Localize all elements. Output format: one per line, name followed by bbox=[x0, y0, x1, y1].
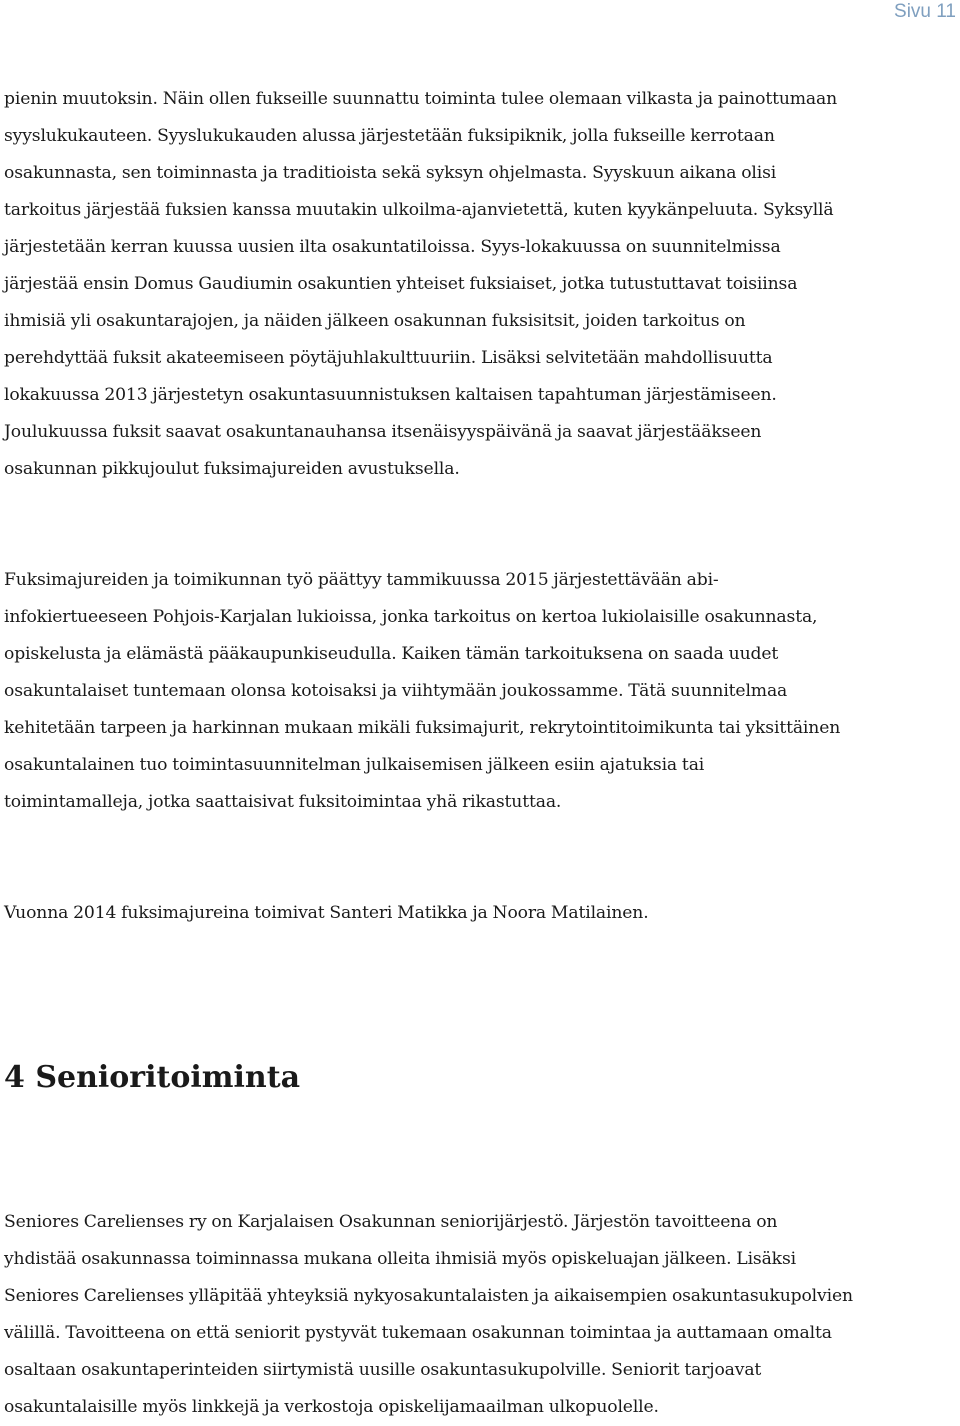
text-line: perehdyttää fuksit akateemiseen pöytäjuhlakulttuuriin. Lisäksi selvitetään mahdollisuutta bbox=[4, 348, 773, 368]
text-line: osaltaan osakuntaperinteiden siirtymistä uusille osakuntasukupolville. Seniorit tarjoavat bbox=[4, 1360, 762, 1380]
text-line: järjestää ensin Domus Gaudiumin osakuntien yhteiset fuksiaiset, jotka tutustuttavat toisiinsa bbox=[4, 274, 798, 294]
text-line: Vuonna 2014 fuksimajureina toimivat Santeri Matikka ja Noora Matilainen. bbox=[4, 903, 649, 923]
text-line: osakuntalainen tuo toimintasuunnitelman julkaisemisen jälkeen esiin ajatuksia tai bbox=[4, 755, 705, 775]
section-heading: 4 Senioritoiminta bbox=[4, 1060, 301, 1095]
text-line: syyslukukauteen. Syyslukukauden alussa järjestetään fuksipiknik, jolla fukseille kerrotaan bbox=[4, 126, 775, 146]
text-line: infokiertueeseen Pohjois-Karjalan lukioissa, jonka tarkoitus on kertoa lukiolaisille osakunnasta, bbox=[4, 607, 818, 627]
text-line: Seniores Carelienses ylläpitää yhteyksiä nykyosakuntalaisten ja aikaisempien osakuntasukupolvien bbox=[4, 1286, 853, 1306]
text-line: lokakuussa 2013 järjestetyn osakuntasuunnistuksen kaltaisen tapahtuman järjestämiseen. bbox=[4, 385, 777, 405]
text-line: pienin muutoksin. Näin ollen fukseille suunnattu toiminta tulee olemaan vilkasta ja painottumaan bbox=[4, 89, 838, 109]
text-line: ihmisiä yli osakuntarajojen, ja näiden jälkeen osakunnan fuksisitsit, joiden tarkoitus on bbox=[4, 311, 746, 331]
paragraph-senioritoiminta bbox=[4, 1204, 956, 1426]
text-line: osakuntalaiset tuntemaan olonsa kotoisaksi ja viihtymään joukossamme. Tätä suunnitelmaa bbox=[4, 681, 788, 701]
text-line: toimintamalleja, jotka saattaisivat fuksitoimintaa yhä rikastuttaa. bbox=[4, 792, 562, 812]
text-line: osakuntalaisille myös linkkejä ja verkostoja opiskelijamaailman ulkopuolelle. bbox=[4, 1397, 659, 1417]
text-line: yhdistää osakunnassa toiminnassa mukana olleita ihmisiä myös opiskeluajan jälkeen. Lisäksi bbox=[4, 1249, 796, 1269]
text-line: Joulukuussa fuksit saavat osakuntanauhansa itsenäisyyspäivänä ja saavat järjestääkseen bbox=[4, 422, 762, 442]
text-line: osakunnan pikkujoulut fuksimajureiden avustuksella. bbox=[4, 459, 460, 479]
text-line: välillä. Tavoitteena on että seniorit pystyvät tukemaan osakunnan toimintaa ja auttamaan omalta bbox=[4, 1323, 832, 1343]
text-line: kehitetään tarpeen ja harkinnan mukaan mikäli fuksimajurit, rekrytointitoimikunta tai yksittäinen bbox=[4, 718, 841, 738]
paragraph-fuksitoiminta bbox=[4, 81, 956, 488]
text-line: opiskelusta ja elämästä pääkaupunkiseudulla. Kaiken tämän tarkoituksena on saada uudet bbox=[4, 644, 779, 664]
text-line: tarkoitus järjestää fuksien kanssa muutakin ulkoilma-ajanvietettä, kuten kyykänpeluuta. Syksyllä bbox=[4, 200, 834, 220]
text-line: Seniores Carelienses ry on Karjalaisen Osakunnan seniorijärjestö. Järjestön tavoitteena on bbox=[4, 1212, 778, 1232]
paragraph-fuksimajurit bbox=[4, 895, 956, 932]
document-body bbox=[4, 81, 956, 1426]
text-line: osakunnasta, sen toiminnasta ja traditioista sekä syksyn ohjelmasta. Syyskuun aikana olisi bbox=[4, 163, 777, 183]
page-number: Sivu 11 bbox=[894, 1, 956, 22]
text-line: järjestetään kerran kuussa uusien ilta osakuntatiloissa. Syys-lokakuussa on suunnitelmissa bbox=[4, 237, 781, 257]
paragraph-abi-infokiertue bbox=[4, 562, 956, 821]
text-line: Fuksimajureiden ja toimikunnan työ päättyy tammikuussa 2015 järjestettävään abi- bbox=[4, 570, 719, 590]
